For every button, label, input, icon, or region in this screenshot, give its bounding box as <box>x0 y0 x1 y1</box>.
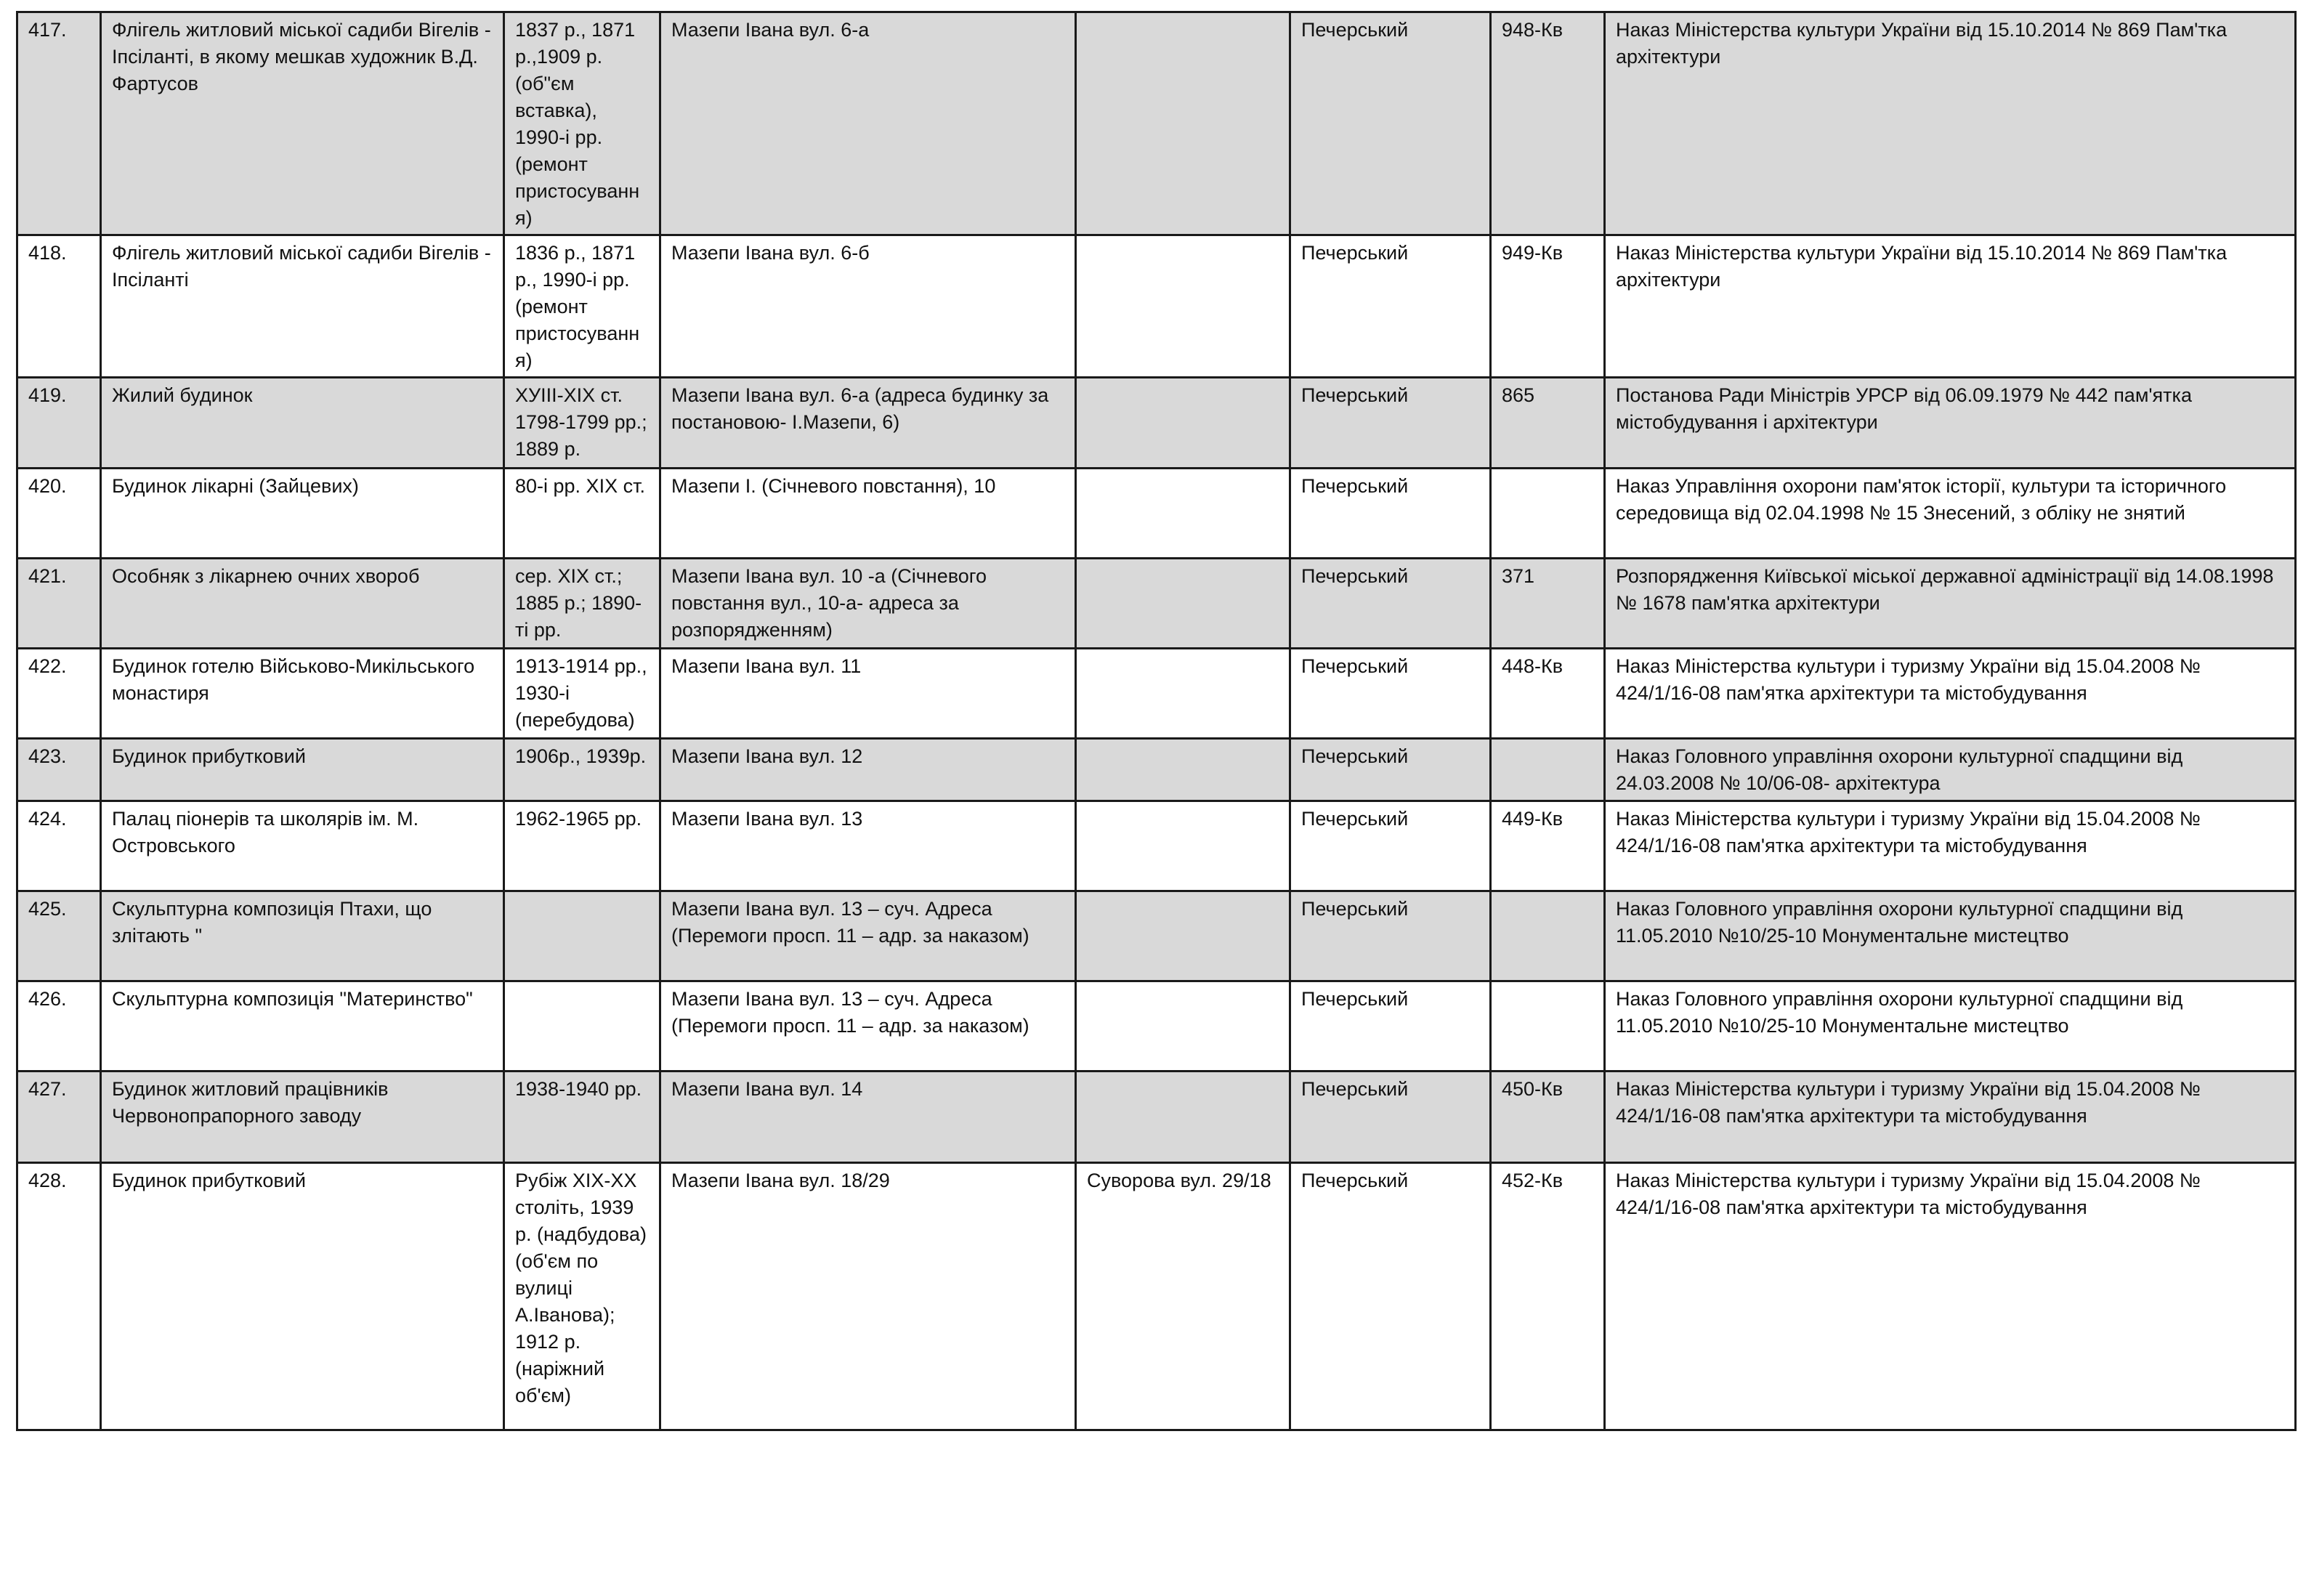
row-number: 420. <box>17 469 101 559</box>
object-date: 1938-1940 рр. <box>504 1072 660 1163</box>
object-address: Мазепи Івана вул. 18/29 <box>660 1163 1076 1430</box>
table-row <box>17 235 2296 378</box>
object-document: Наказ Міністерства культури України від 15.10.2014 № 869 Пам'тка архітектури <box>1605 235 2296 378</box>
object-reg-number <box>1491 469 1605 559</box>
table-row <box>17 739 2296 801</box>
object-address: Мазепи Івана вул. 11 <box>660 649 1076 739</box>
object-date: 1906р., 1939р. <box>504 739 660 801</box>
object-address: Мазепи Івана вул. 6-а (адреса будинку за постановою- І.Мазепи, 6) <box>660 378 1076 469</box>
object-document: Наказ Міністерства культури і туризму України від 15.04.2008 № 424/1/16-08 пам'ятка архітектури та містобудування <box>1605 801 2296 891</box>
table-row <box>17 469 2296 559</box>
object-reg-number: 949-Кв <box>1491 235 1605 378</box>
table-row <box>17 559 2296 649</box>
row-number: 425. <box>17 891 101 981</box>
object-address: Мазепи Івана вул. 13 <box>660 801 1076 891</box>
object-date: ХУІІІ-ХІХ ст. 1798-1799 рр.; 1889 р. <box>504 378 660 469</box>
object-document: Розпорядження Київської міської державної адміністрації від 14.08.1998 № 1678 пам'ятка архітектури <box>1605 559 2296 649</box>
object-reg-number: 448-Кв <box>1491 649 1605 739</box>
object-document: Наказ Головного управління охорони культурної спадщини від 11.05.2010 №10/25-10 Монументальне мистецтво <box>1605 891 2296 981</box>
row-number: 428. <box>17 1163 101 1430</box>
table-row <box>17 378 2296 469</box>
object-address: Мазепи Івана вул. 12 <box>660 739 1076 801</box>
object-date: 1962-1965 рр. <box>504 801 660 891</box>
object-district: Печерський <box>1290 469 1491 559</box>
object-district: Печерський <box>1290 378 1491 469</box>
object-reg-number <box>1491 981 1605 1072</box>
object-district: Печерський <box>1290 981 1491 1072</box>
object-document: Наказ Управління охорони пам'яток історії, культури та історичного середовища від 02.04.1998 № 15 Знесений, з обліку не знятий <box>1605 469 2296 559</box>
object-name: Жилий будинок <box>101 378 504 469</box>
object-district: Печерський <box>1290 801 1491 891</box>
object-reg-number: 450-Кв <box>1491 1072 1605 1163</box>
object-date: 1836 р., 1871 р., 1990-і рр. (ремонт пристосування) <box>504 235 660 378</box>
object-date: 80-і рр. ХІХ ст. <box>504 469 660 559</box>
object-document: Наказ Міністерства культури і туризму України від 15.04.2008 № 424/1/16-08 пам'ятка архітектури та містобудування <box>1605 1163 2296 1430</box>
object-district: Печерський <box>1290 649 1491 739</box>
table-row <box>17 12 2296 235</box>
object-address: Мазепи І. (Січневого повстання), 10 <box>660 469 1076 559</box>
object-district: Печерський <box>1290 235 1491 378</box>
object-address-alt <box>1076 1072 1290 1163</box>
table-row <box>17 981 2296 1072</box>
object-address-alt <box>1076 12 1290 235</box>
object-address-alt <box>1076 235 1290 378</box>
object-address-alt <box>1076 378 1290 469</box>
object-date: Рубіж ХІХ-ХХ століть, 1939 р. (надбудова)(об'єм по вулиці А.Іванова); 1912 р.(наріжний об'єм) <box>504 1163 660 1430</box>
row-number: 423. <box>17 739 101 801</box>
object-date: сер. ХІХ ст.; 1885 р.; 1890-ті рр. <box>504 559 660 649</box>
object-address-alt <box>1076 559 1290 649</box>
object-address: Мазепи Івана вул. 6-б <box>660 235 1076 378</box>
object-address-alt: Суворова вул. 29/18 <box>1076 1163 1290 1430</box>
row-number: 426. <box>17 981 101 1072</box>
object-name: Флігель житловий міської садиби Вігелів - Іпсіланті <box>101 235 504 378</box>
object-name: Особняк з лікарнею очних хвороб <box>101 559 504 649</box>
object-name: Будинок житловий працівників Червонопрапорного заводу <box>101 1072 504 1163</box>
heritage-registry-table <box>16 11 2297 1431</box>
object-address-alt <box>1076 981 1290 1072</box>
object-address-alt <box>1076 739 1290 801</box>
object-address: Мазепи Івана вул. 14 <box>660 1072 1076 1163</box>
object-district: Печерський <box>1290 739 1491 801</box>
object-name: Флігель житловий міської садиби Вігелів - Іпсіланті, в якому мешкав художник В.Д. Фартусов <box>101 12 504 235</box>
object-date <box>504 891 660 981</box>
object-reg-number: 452-Кв <box>1491 1163 1605 1430</box>
object-document: Наказ Міністерства культури України від 15.10.2014 № 869 Пам'тка архітектури <box>1605 12 2296 235</box>
table-row <box>17 649 2296 739</box>
object-address-alt <box>1076 469 1290 559</box>
object-document: Наказ Міністерства культури і туризму України від 15.04.2008 № 424/1/16-08 пам'ятка архітектури та містобудування <box>1605 649 2296 739</box>
object-name: Будинок прибутковий <box>101 739 504 801</box>
row-number: 427. <box>17 1072 101 1163</box>
object-district: Печерський <box>1290 1072 1491 1163</box>
row-number: 421. <box>17 559 101 649</box>
object-reg-number: 449-Кв <box>1491 801 1605 891</box>
object-address: Мазепи Івана вул. 13 – суч. Адреса (Перемоги просп. 11 – адр. за наказом) <box>660 891 1076 981</box>
object-reg-number: 948-Кв <box>1491 12 1605 235</box>
object-name: Скульптурна композиція Птахи, що злітають " <box>101 891 504 981</box>
row-number: 419. <box>17 378 101 469</box>
object-address-alt <box>1076 801 1290 891</box>
object-address-alt <box>1076 891 1290 981</box>
table-row <box>17 1163 2296 1430</box>
row-number: 418. <box>17 235 101 378</box>
object-address: Мазепи Івана вул. 13 – суч. Адреса (Перемоги просп. 11 – адр. за наказом) <box>660 981 1076 1072</box>
table-row <box>17 801 2296 891</box>
object-document: Наказ Головного управління охорони культурної спадщини від 11.05.2010 №10/25-10 Монументальне мистецтво <box>1605 981 2296 1072</box>
object-district: Печерський <box>1290 12 1491 235</box>
row-number: 422. <box>17 649 101 739</box>
object-district: Печерський <box>1290 891 1491 981</box>
object-reg-number <box>1491 739 1605 801</box>
object-document: Наказ Міністерства культури і туризму України від 15.04.2008 № 424/1/16-08 пам'ятка архітектури та містобудування <box>1605 1072 2296 1163</box>
object-date <box>504 981 660 1072</box>
table-row <box>17 1072 2296 1163</box>
object-name: Будинок готелю Військово-Микільського монастиря <box>101 649 504 739</box>
row-number: 417. <box>17 12 101 235</box>
object-reg-number: 865 <box>1491 378 1605 469</box>
object-document: Наказ Головного управління охорони культурної спадщини від 24.03.2008 № 10/06-08- архітектура <box>1605 739 2296 801</box>
object-name: Скульптурна композиція "Материнство" <box>101 981 504 1072</box>
object-document: Постанова Ради Міністрів УРСР від 06.09.1979 № 442 пам'ятка містобудування і архітектури <box>1605 378 2296 469</box>
object-district: Печерський <box>1290 559 1491 649</box>
object-name: Будинок прибутковий <box>101 1163 504 1430</box>
object-name: Палац піонерів та школярів ім. М. Островського <box>101 801 504 891</box>
object-district: Печерський <box>1290 1163 1491 1430</box>
table-row <box>17 891 2296 981</box>
object-address: Мазепи Івана вул. 10 -а (Січневого повстання вул., 10-а- адреса за розпорядженням) <box>660 559 1076 649</box>
object-reg-number <box>1491 891 1605 981</box>
object-date: 1837 р., 1871 р.,1909 р. (об"єм вставка), 1990-і рр. (ремонт пристосування) <box>504 12 660 235</box>
object-address: Мазепи Івана вул. 6-а <box>660 12 1076 235</box>
row-number: 424. <box>17 801 101 891</box>
object-name: Будинок лікарні (Зайцевих) <box>101 469 504 559</box>
object-date: 1913-1914 рр., 1930-і (перебудова) <box>504 649 660 739</box>
object-reg-number: 371 <box>1491 559 1605 649</box>
object-address-alt <box>1076 649 1290 739</box>
